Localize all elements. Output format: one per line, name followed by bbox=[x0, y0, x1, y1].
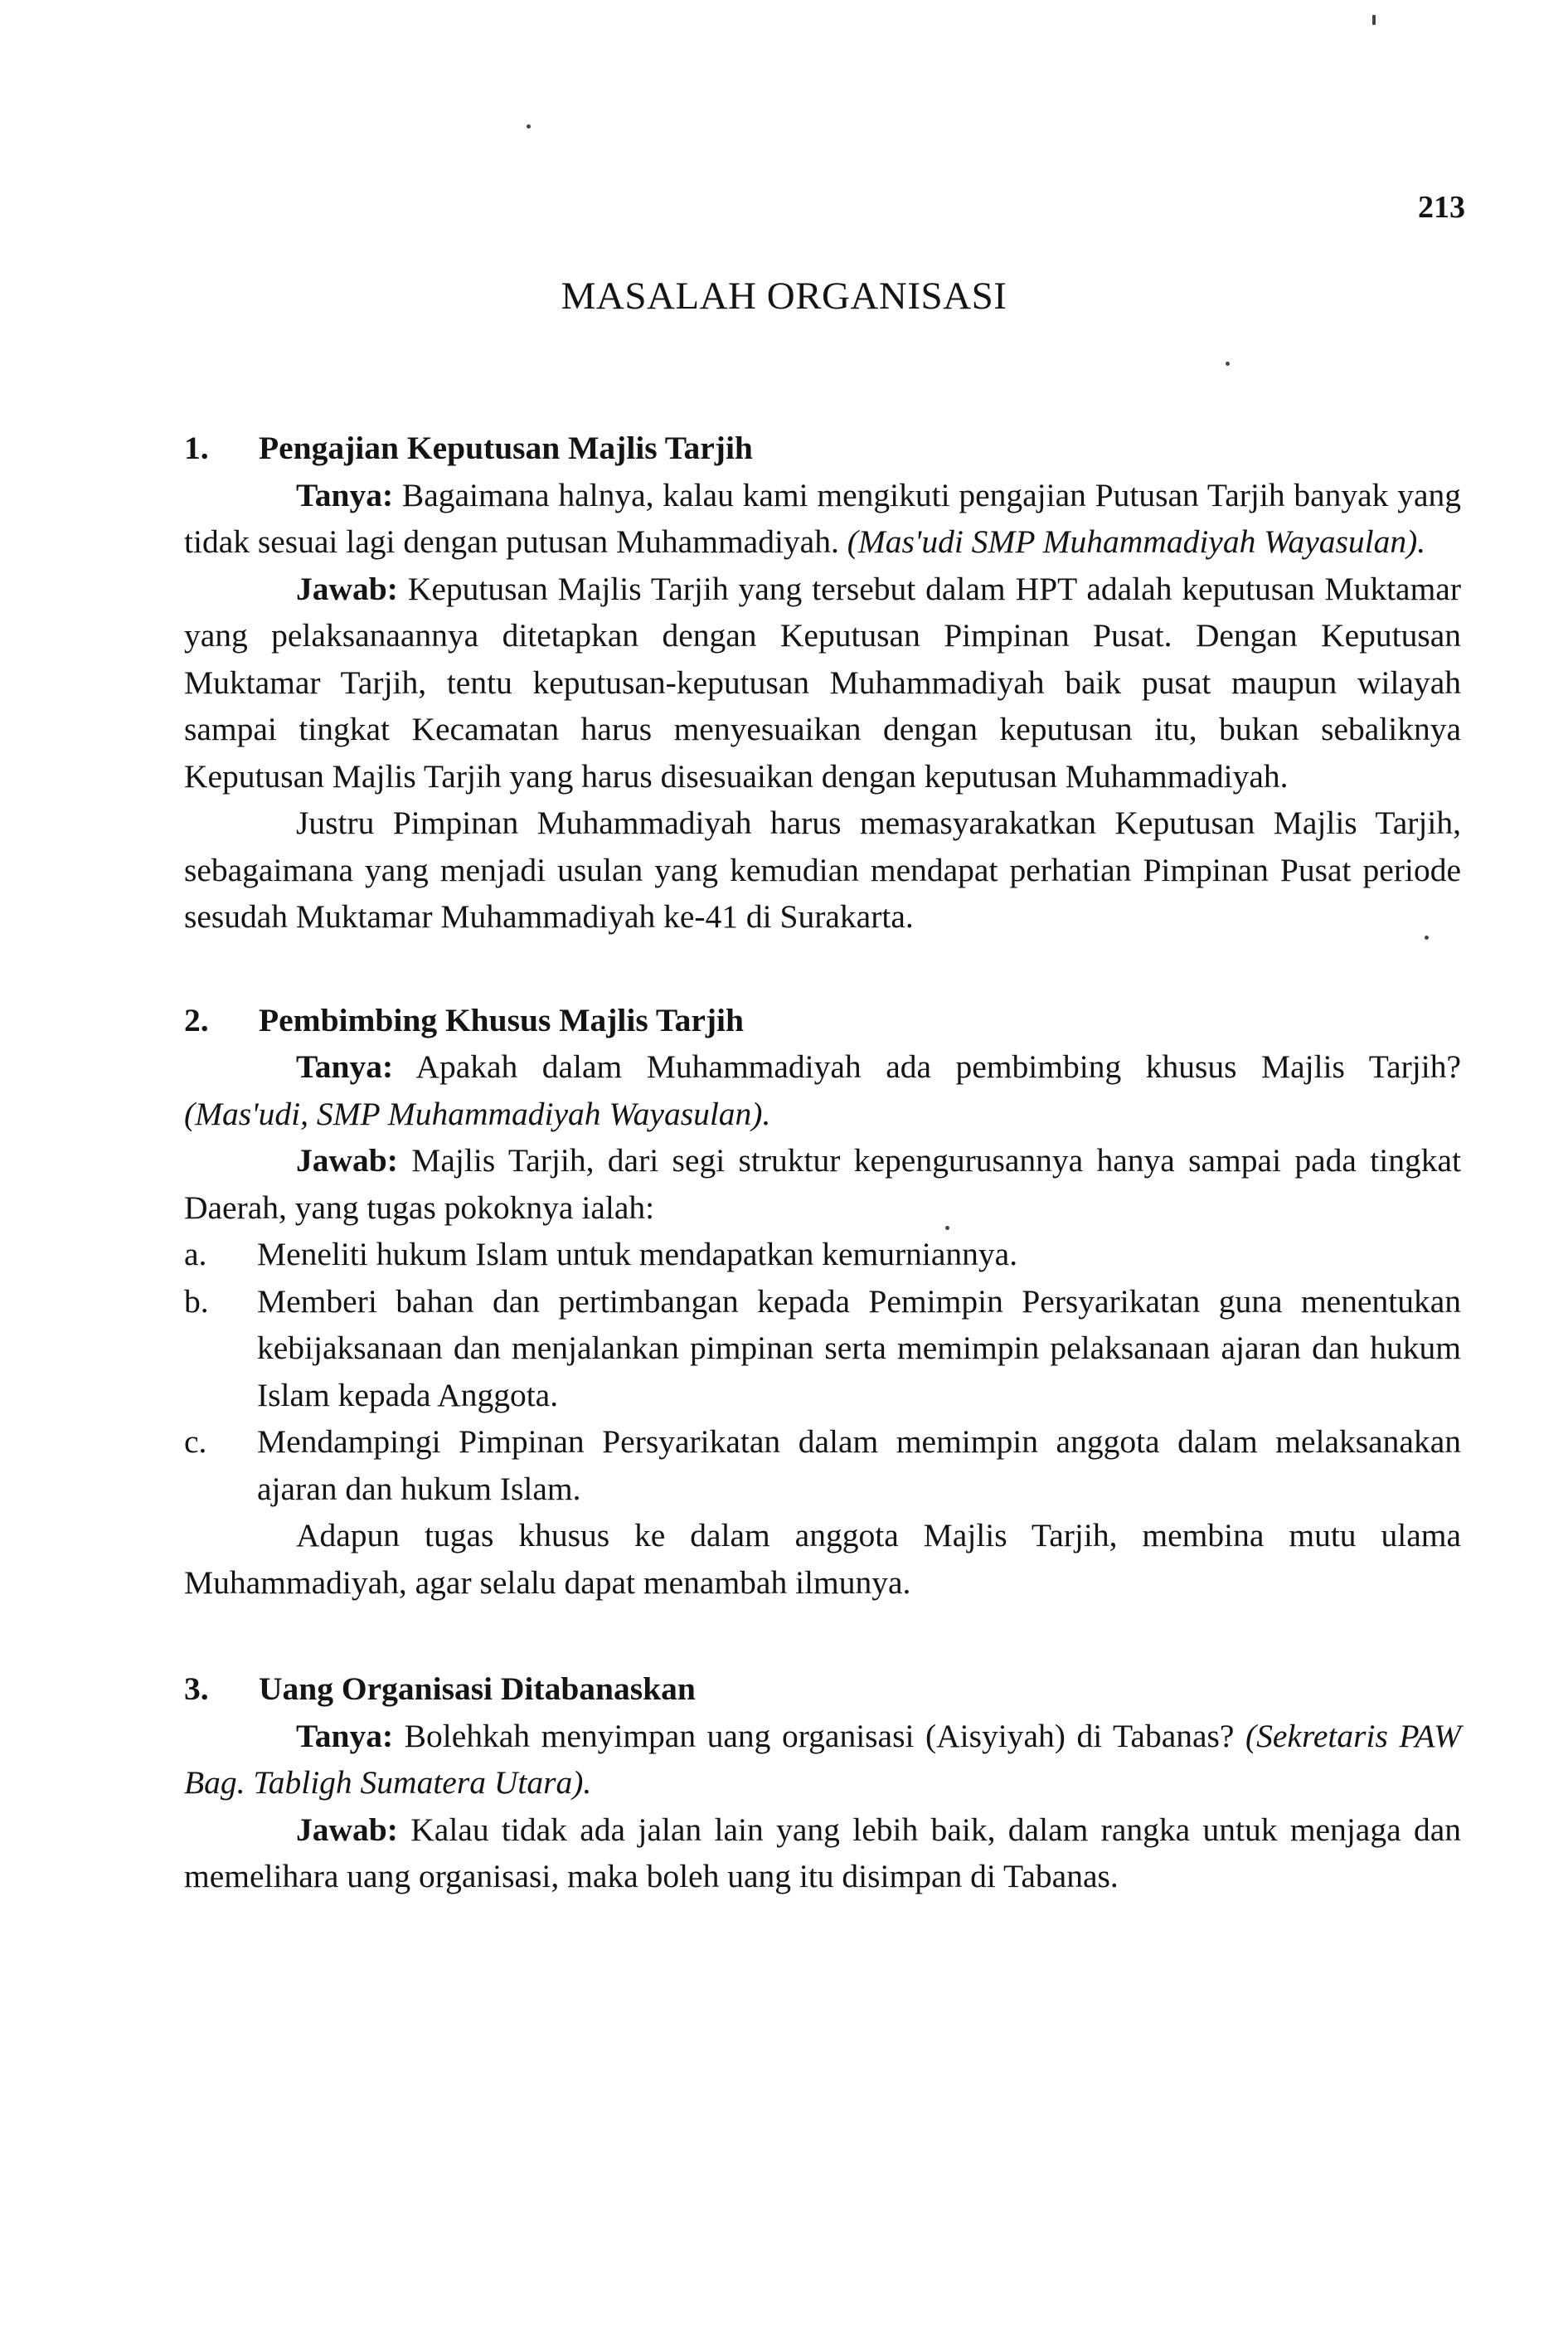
question-paragraph bbox=[184, 472, 1461, 566]
question-label: Tanya: bbox=[296, 476, 394, 513]
list-marker: a. bbox=[184, 1236, 207, 1272]
answer-label: Jawab: bbox=[296, 570, 398, 607]
question-source: (Mas'udi SMP Muhammadiyah Wayasulan). bbox=[847, 523, 1426, 560]
list-item bbox=[184, 1231, 1461, 1278]
page-content bbox=[184, 425, 1461, 1900]
question-paragraph bbox=[184, 1713, 1461, 1806]
answer-paragraph bbox=[184, 1806, 1461, 1900]
section-number: 2. bbox=[184, 1001, 209, 1038]
list-item-text: Meneliti hukum Islam untuk mendapatkan kemurniannya. bbox=[257, 1236, 1018, 1272]
question-source: (Sekretaris PAW Bag. Tabligh Sumatera Utara). bbox=[184, 1717, 1461, 1801]
answer-paragraph bbox=[184, 566, 1461, 800]
answer-text: Majlis Tarjih, dari segi struktur kepengurusannya hanya sampai pada tingkat Daerah, yang tugas pokoknya ialah: bbox=[184, 1142, 1461, 1226]
scan-speck bbox=[1226, 362, 1230, 366]
question-label: Tanya: bbox=[296, 1717, 394, 1754]
section-2 bbox=[184, 997, 1461, 1607]
list-item-text: Memberi bahan dan pertimbangan kepada Pemimpin Persyarikatan guna menentukan kebijaksanaan dan menjalankan pimpinan serta memimpin pelaksanaan ajaran dan hukum Islam kepada Anggota. bbox=[257, 1282, 1461, 1413]
question-text: Bolehkah menyimpan uang organisasi (Aisyiyah) di Tabanas? bbox=[393, 1717, 1245, 1754]
section-title: Pengajian Keputusan Majlis Tarjih bbox=[259, 430, 753, 466]
question-paragraph bbox=[184, 1043, 1461, 1137]
list-item-text: Mendampingi Pimpinan Persyarikatan dalam memimpin anggota dalam melaksanakan ajaran dan hukum Islam. bbox=[257, 1423, 1461, 1507]
section-heading bbox=[184, 425, 1461, 472]
section-number: 3. bbox=[184, 1670, 209, 1707]
body-paragraph: Adapun tugas khusus ke dalam anggota Majlis Tarjih, membina mutu ulama Muhammadiyah, agar selalu dapat menambah ilmunya. bbox=[184, 1517, 1461, 1601]
question-source: (Mas'udi, SMP Muhammadiyah Wayasulan). bbox=[184, 1095, 771, 1132]
page-title: MASALAH ORGANISASI bbox=[561, 275, 1007, 318]
question-text: Apakah dalam Muhammadiyah ada pembimbing khusus Majlis Tarjih? bbox=[393, 1048, 1461, 1085]
answer-text: Keputusan Majlis Tarjih yang tersebut dalam HPT adalah keputusan Muktamar yang pelaksanaannya ditetapkan dengan Keputusan Pimpinan Pusat. Dengan Keputusan Muktamar Tarjih, tentu keputusan-keputusan Muhammadiyah baik pusat maupun wilayah sampai tingkat Kecamatan harus menyesuaikan dengan keputusan itu, bukan sebaliknya Keputusan Majlis Tarjih yang harus disesuaikan dengan keputusan Muhammadiyah. bbox=[184, 570, 1461, 795]
list-item bbox=[184, 1418, 1461, 1512]
section-heading bbox=[184, 1665, 1461, 1713]
scan-speck bbox=[1372, 15, 1376, 25]
section-number: 1. bbox=[184, 430, 209, 466]
section-heading bbox=[184, 997, 1461, 1044]
body-paragraph: Justru Pimpinan Muhammadiyah harus memasyarakatkan Keputusan Majlis Tarjih, sebagaimana yang menjadi usulan yang kemudian mendapat perhatian Pimpinan Pusat periode sesudah Muktamar Muhammadiyah ke-41 di Surakarta. bbox=[184, 805, 1461, 935]
page-number: 213 bbox=[1418, 190, 1465, 225]
list-item bbox=[184, 1278, 1461, 1419]
scan-speck bbox=[527, 124, 531, 129]
question-text: Bagaimana halnya, kalau kami mengikuti pengajian Putusan Tarjih banyak yang tidak sesuai lagi dengan putusan Muhammadiyah. bbox=[184, 476, 1461, 560]
question-label: Tanya: bbox=[296, 1048, 394, 1085]
answer-label: Jawab: bbox=[296, 1811, 398, 1848]
duties-list bbox=[184, 1231, 1461, 1512]
section-title: Pembimbing Khusus Majlis Tarjih bbox=[259, 1001, 744, 1038]
list-marker: c. bbox=[184, 1423, 207, 1460]
answer-paragraph bbox=[184, 1137, 1461, 1231]
section-1 bbox=[184, 425, 1461, 941]
section-3 bbox=[184, 1665, 1461, 1900]
answer-label: Jawab: bbox=[296, 1142, 398, 1179]
answer-text: Kalau tidak ada jalan lain yang lebih baik, dalam rangka untuk menjaga dan memelihara uang organisasi, maka boleh uang itu disimpan di Tabanas. bbox=[184, 1811, 1461, 1894]
section-title: Uang Organisasi Ditabanaskan bbox=[259, 1670, 696, 1707]
list-marker: b. bbox=[184, 1282, 209, 1320]
